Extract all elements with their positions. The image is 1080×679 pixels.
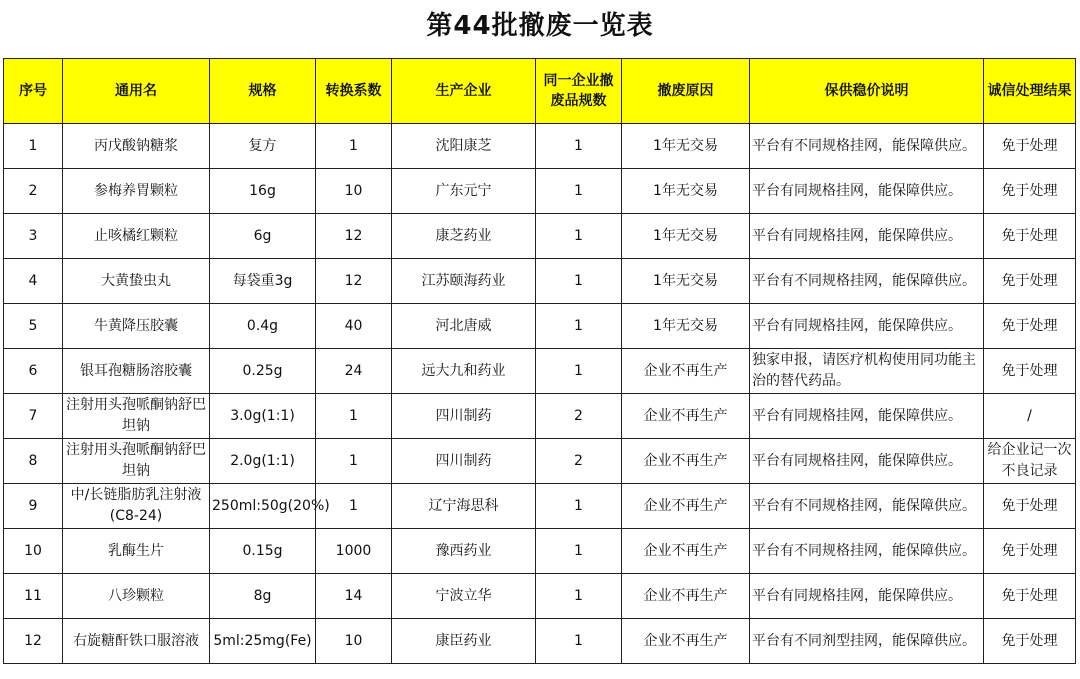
table-cell: 大黄蛰虫丸 <box>63 259 210 304</box>
table-cell: 4 <box>4 259 63 304</box>
table-cell: 平台有不同规格挂网，能保障供应。 <box>750 124 984 169</box>
table-row <box>4 214 1076 259</box>
table-cell: 11 <box>4 574 63 619</box>
header-cell: 通用名 <box>63 59 210 124</box>
table-row <box>4 394 1076 439</box>
table-cell: 16g <box>210 169 316 214</box>
table-cell: 10 <box>316 619 392 664</box>
table-cell: 八珍颗粒 <box>63 574 210 619</box>
table-cell: 10 <box>4 529 63 574</box>
table-cell: 豫西药业 <box>392 529 536 574</box>
table-cell: 1 <box>536 259 622 304</box>
table-row <box>4 259 1076 304</box>
table-cell: 沈阳康芝 <box>392 124 536 169</box>
table-cell: 免于处理 <box>984 529 1076 574</box>
table-row <box>4 574 1076 619</box>
header-cell: 规格 <box>210 59 316 124</box>
table-cell: 1年无交易 <box>622 214 750 259</box>
table-cell: 止咳橘红颗粒 <box>63 214 210 259</box>
table-cell: 免于处理 <box>984 169 1076 214</box>
table-cell: 平台有不同规格挂网，能保障供应。 <box>750 259 984 304</box>
table-cell: 江苏颐海药业 <box>392 259 536 304</box>
table-cell: 2 <box>536 394 622 439</box>
table-row <box>4 439 1076 484</box>
table-cell: 1 <box>536 529 622 574</box>
table-cell: 0.25g <box>210 349 316 394</box>
table-cell: 3 <box>4 214 63 259</box>
table-cell: 平台有同规格挂网，能保障供应。 <box>750 304 984 349</box>
table-cell: 5 <box>4 304 63 349</box>
header-cell: 保供稳价说明 <box>750 59 984 124</box>
table-cell: 1 <box>536 349 622 394</box>
table-row <box>4 484 1076 529</box>
table-cell: 1年无交易 <box>622 124 750 169</box>
table-cell: 企业不再生产 <box>622 349 750 394</box>
table-cell: 平台有不同规格挂网，能保障供应。 <box>750 484 984 529</box>
table-cell: 免于处理 <box>984 484 1076 529</box>
table-cell: 6g <box>210 214 316 259</box>
table-cell: 1年无交易 <box>622 259 750 304</box>
table-cell: 1 <box>536 574 622 619</box>
table-cell: 2 <box>536 439 622 484</box>
table-cell: 远大九和药业 <box>392 349 536 394</box>
table-cell: 5ml:25mg(Fe) <box>210 619 316 664</box>
table-cell: 1 <box>536 124 622 169</box>
table-cell: 10 <box>316 169 392 214</box>
table-cell: 免于处理 <box>984 214 1076 259</box>
table-cell: 250ml:50g(20%) <box>210 484 316 529</box>
table-cell: 企业不再生产 <box>622 394 750 439</box>
table-cell: 平台有同规格挂网，能保障供应。 <box>750 439 984 484</box>
table-cell: 1年无交易 <box>622 169 750 214</box>
table-cell: 康芝药业 <box>392 214 536 259</box>
table-cell: 复方 <box>210 124 316 169</box>
table-cell: 乳酶生片 <box>63 529 210 574</box>
withdrawal-table <box>3 58 1076 664</box>
header-cell: 转换系数 <box>316 59 392 124</box>
table-row <box>4 349 1076 394</box>
table-cell: 企业不再生产 <box>622 619 750 664</box>
table-cell: 14 <box>316 574 392 619</box>
header-row <box>4 59 1076 124</box>
table-cell: 1 <box>316 439 392 484</box>
table-cell: 9 <box>4 484 63 529</box>
table-cell: 企业不再生产 <box>622 439 750 484</box>
table-cell: 企业不再生产 <box>622 574 750 619</box>
table-body <box>4 124 1076 664</box>
table-cell: 辽宁海思科 <box>392 484 536 529</box>
table-cell: 平台有同规格挂网，能保障供应。 <box>750 169 984 214</box>
table-row <box>4 529 1076 574</box>
table-cell: 免于处理 <box>984 304 1076 349</box>
table-cell: 四川制药 <box>392 394 536 439</box>
table-row <box>4 304 1076 349</box>
table-cell: 独家申报，请医疗机构使用同功能主治的替代药品。 <box>750 349 984 394</box>
table-cell: 7 <box>4 394 63 439</box>
page-title: 第44批撤废一览表 <box>426 11 654 41</box>
table-cell: 1 <box>316 124 392 169</box>
table-cell: 1年无交易 <box>622 304 750 349</box>
table-row <box>4 124 1076 169</box>
table-cell: 平台有不同剂型挂网，能保障供应。 <box>750 619 984 664</box>
table-cell: 平台有不同规格挂网，能保障供应。 <box>750 529 984 574</box>
table-cell: 广东元宁 <box>392 169 536 214</box>
table-cell: 12 <box>4 619 63 664</box>
header-cell: 诚信处理结果 <box>984 59 1076 124</box>
table-cell: 1000 <box>316 529 392 574</box>
table-cell: 1 <box>4 124 63 169</box>
table-cell: 注射用头孢哌酮钠舒巴坦钠 <box>63 439 210 484</box>
table-row <box>4 619 1076 664</box>
header-cell: 同一企业撤废品规数 <box>536 59 622 124</box>
table-cell: 12 <box>316 214 392 259</box>
table-cell: 8 <box>4 439 63 484</box>
table-cell: 1 <box>316 484 392 529</box>
table-cell: 银耳孢糖肠溶胶囊 <box>63 349 210 394</box>
table-cell: 40 <box>316 304 392 349</box>
table-cell: 1 <box>536 169 622 214</box>
table-cell: 免于处理 <box>984 349 1076 394</box>
table-cell: 免于处理 <box>984 574 1076 619</box>
table-cell: 中/长链脂肪乳注射液(C8-24) <box>63 484 210 529</box>
table-cell: 24 <box>316 349 392 394</box>
table-cell: 免于处理 <box>984 619 1076 664</box>
table-cell: 参梅养胃颗粒 <box>63 169 210 214</box>
table-cell: 四川制药 <box>392 439 536 484</box>
table-cell: 1 <box>536 484 622 529</box>
table-cell: 2.0g(1:1) <box>210 439 316 484</box>
table-cell: 0.15g <box>210 529 316 574</box>
table-cell: 6 <box>4 349 63 394</box>
table-cell: 免于处理 <box>984 259 1076 304</box>
table-cell: 3.0g(1:1) <box>210 394 316 439</box>
table-cell: 牛黄降压胶囊 <box>63 304 210 349</box>
header-cell: 撤废原因 <box>622 59 750 124</box>
table-cell: 康臣药业 <box>392 619 536 664</box>
table-cell: / <box>984 394 1076 439</box>
table-cell: 河北唐威 <box>392 304 536 349</box>
table-cell: 1 <box>536 304 622 349</box>
table-cell: 企业不再生产 <box>622 484 750 529</box>
table-cell: 给企业记一次不良记录 <box>984 439 1076 484</box>
table-cell: 1 <box>536 214 622 259</box>
table-cell: 企业不再生产 <box>622 529 750 574</box>
table-cell: 2 <box>4 169 63 214</box>
table-cell: 平台有同规格挂网，能保障供应。 <box>750 394 984 439</box>
table-cell: 注射用头孢哌酮钠舒巴坦钠 <box>63 394 210 439</box>
table-cell: 0.4g <box>210 304 316 349</box>
table-cell: 平台有同规格挂网，能保障供应。 <box>750 214 984 259</box>
table-row <box>4 169 1076 214</box>
table-cell: 右旋糖酐铁口服溶液 <box>63 619 210 664</box>
table-cell: 丙戊酸钠糖浆 <box>63 124 210 169</box>
table-cell: 宁波立华 <box>392 574 536 619</box>
table-cell: 平台有同规格挂网，能保障供应。 <box>750 574 984 619</box>
table-cell: 1 <box>536 619 622 664</box>
header-cell: 生产企业 <box>392 59 536 124</box>
table-cell: 8g <box>210 574 316 619</box>
table-cell: 1 <box>316 394 392 439</box>
table-cell: 12 <box>316 259 392 304</box>
header-cell: 序号 <box>4 59 63 124</box>
table-cell: 每袋重3g <box>210 259 316 304</box>
table-cell: 免于处理 <box>984 124 1076 169</box>
